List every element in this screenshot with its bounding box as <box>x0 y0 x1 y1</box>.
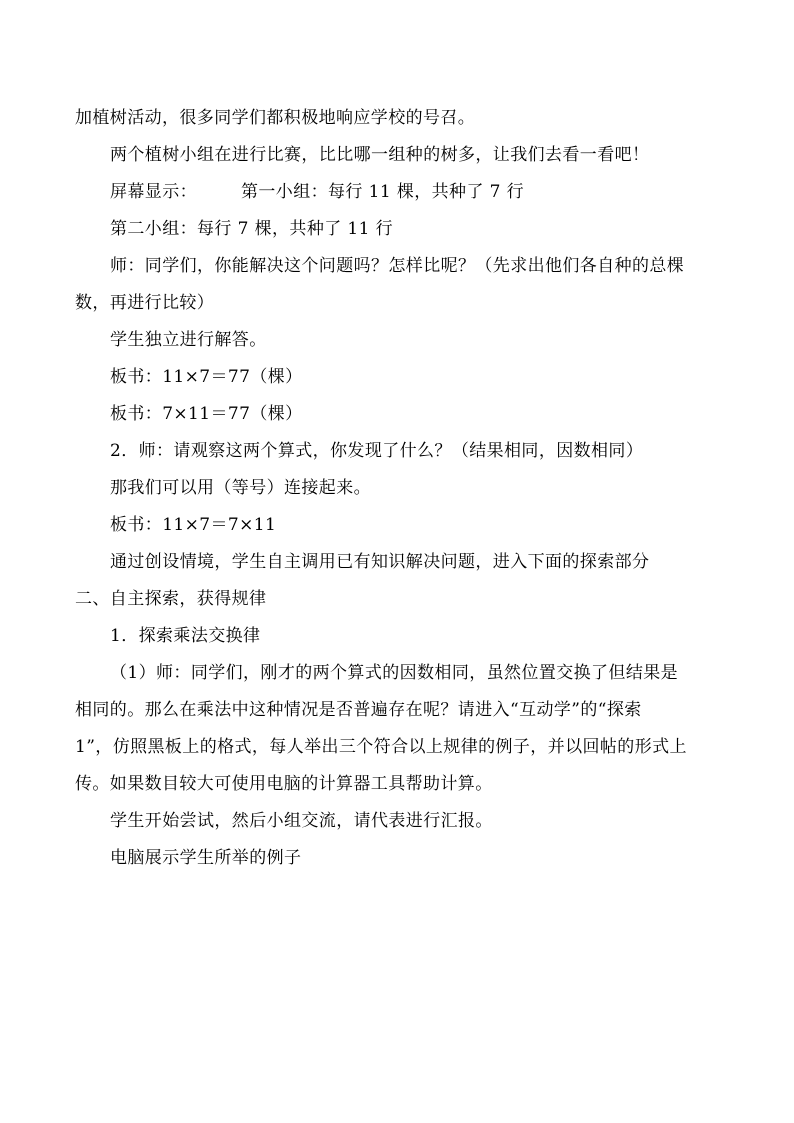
text-line-3 <box>75 174 735 211</box>
board-line-3: 板书：11×7＝7×11 <box>110 515 277 535</box>
group-one-text: 第一小组：每行 11 棵，共种了 7 行 <box>241 182 525 202</box>
text-line-8: 2．师：请观察这两个算式，你发现了什么？（结果相同，因数相同） <box>110 441 644 461</box>
text-line-12: 相同的。那么在乘法中这种情况是否普遍存在呢？请进入“互动学”的“探索 <box>75 700 642 720</box>
text-line-15: 学生开始尝试，然后小组交流，请代表进行汇报。 <box>110 811 493 831</box>
text-line-2: 两个植树小组在进行比赛，比比哪一组种的树多，让我们去看一看吧！ <box>110 145 650 165</box>
text-line-13: 1”，仿照黑板上的格式，每人举出三个符合以上规律的例子，并以回帖的形式上 <box>75 737 687 757</box>
text-line-9: 那我们可以用（等号）连接起来。 <box>110 478 371 498</box>
board-line-1: 板书：11×7＝77（棵） <box>110 367 303 387</box>
text-line-6: 数，再进行比较） <box>75 293 215 313</box>
screen-display-label: 屏幕显示： <box>110 182 197 202</box>
section-heading: 二、自主探索，获得规律 <box>75 589 267 609</box>
document-body <box>75 100 735 877</box>
text-line-10: 通过创设情境，学生自主调用已有知识解决问题，进入下面的探索部分 <box>110 552 650 572</box>
text-line-11: （1）师：同学们，刚才的两个算式的因数相同，虽然位置交换了但结果是 <box>110 663 679 683</box>
board-line-2: 板书：7×11＝77（棵） <box>110 404 303 424</box>
text-line-5: 师：同学们，你能解决这个问题吗？怎样比呢？（先求出他们各自种的总棵 <box>110 256 685 276</box>
text-line-1: 加植树活动，很多同学们都积极地响应学校的号召。 <box>75 108 476 128</box>
text-line-16: 电脑展示学生所举的例子 <box>110 848 302 868</box>
text-line-14: 传。如果数目较大可使用电脑的计算器工具帮助计算。 <box>75 774 493 794</box>
text-line-4: 第二小组：每行 7 棵，共种了 11 行 <box>110 219 394 239</box>
text-line-7: 学生独立进行解答。 <box>110 330 267 350</box>
subsection-heading: 1．探索乘法交换律 <box>110 626 261 646</box>
